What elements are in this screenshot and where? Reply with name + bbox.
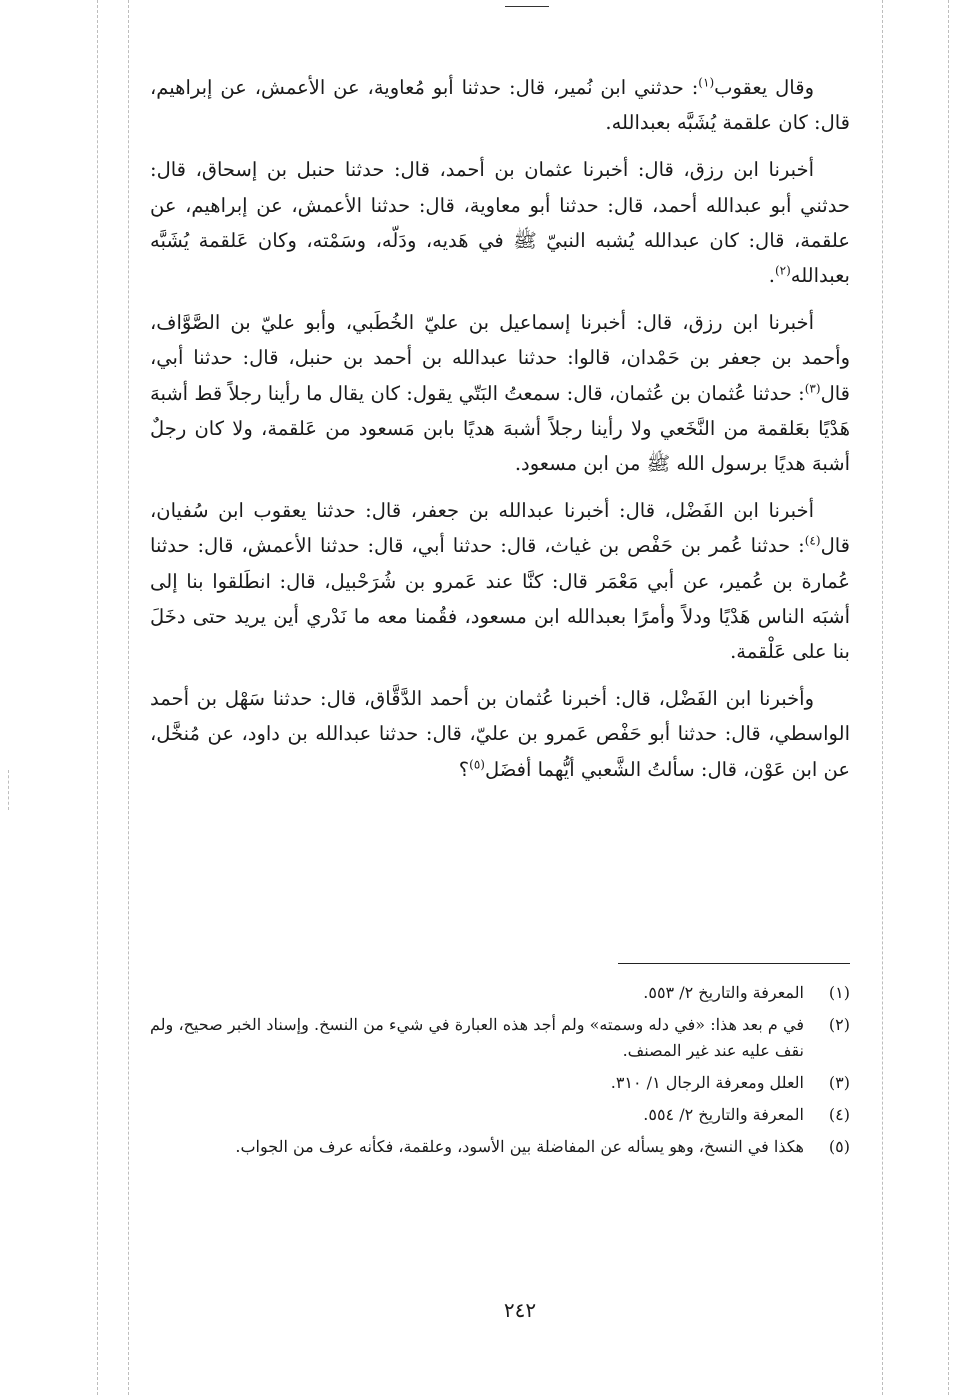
top-rule xyxy=(505,6,549,7)
main-text xyxy=(150,70,850,799)
footnote-ref: (٣) xyxy=(804,381,821,396)
footnote-number: (٥) xyxy=(828,1137,850,1156)
footnote-ref: (٤) xyxy=(804,533,821,548)
scan-guide-line xyxy=(948,0,949,1395)
footnote-number: (٤) xyxy=(828,1105,850,1124)
footnote xyxy=(150,1012,850,1064)
scan-edge-mark xyxy=(8,770,9,810)
scan-guide-line xyxy=(97,0,98,1395)
paragraph-text: وأخبرنا ابن الفَضْل، قال: أخبرنا عُثمان بن أحمد الدَّقَّاق، قال: حدثنا سَهْل بن أحمد الواسطي، قال: حدثنا أبو حَفْص عَمرو بن عليّ، قال: حدثنا عبدالله بن داود، عن مُنخَّل، عن ابن عَوْن، قال: سألتُ الشَّعبي أيُّهما أفضَل xyxy=(150,687,850,781)
footnote xyxy=(150,1070,850,1096)
paragraph xyxy=(150,70,850,140)
paragraph-text: : حدثني ابن نُمير، قال: حدثنا أبو مُعاوية، عن الأعمش، عن إبراهيم، قال: كان علقمة يُشَبَّه بعبدالله. xyxy=(150,76,850,135)
scan-guide-line xyxy=(128,0,129,1395)
paragraph-text: : حدثنا عُمر بن حَفْص بن غياث، قال: حدثنا أبي، قال: حدثنا الأعمش، قال: حدثنا عُمارة بن عُمير، عن أبي مَعْمَر قال: كنَّا عند عَمرو بن شُرَحْبيل، قال: انطَلقوا بنا إلى أشبَه الناس هَدْيًا ودلاً وأمرًا بعبدالله ابن مسعود، فقُمنا معه ما نَدْري أين يريد حتى دخَلَ بنا على عَلْقمة. xyxy=(150,534,850,664)
paragraph-text: . xyxy=(768,264,775,288)
paragraph-text: : حدثنا عُثمان بن عُثمان، قال: سمعتُ البَتّي يقول: كان يقال ما رأينا رجلاً قط أشبهَ هَدْيًا بعَلقمة من النَّخَعي ولا رأينا رجلاً أشبهَ هديًا بابن مَسعود من عَلقمة، ولا كان رجلٌ أشبهَ هديًا برسول الله ﷺ من ابن مسعود. xyxy=(150,381,850,476)
footnote-number: (١) xyxy=(828,983,850,1002)
footnote-ref: (١) xyxy=(698,75,715,90)
scan-guide-line xyxy=(882,0,883,1395)
footnote-ref: (٢) xyxy=(774,263,791,278)
footnote-separator xyxy=(618,963,850,964)
paragraph-text: أخبرنا ابن رزق، قال: أخبرنا إسماعيل بن عليّ الخُطَبي، وأبو عليّ بن الصَّوَّاف، وأحمد بن جعفر بن حَمْدان، قالوا: حدثنا عبدالله بن أحمد بن حنبل، قال: حدثنا أبي، قال xyxy=(150,311,850,405)
footnote xyxy=(150,1134,850,1160)
footnote-ref: (٥) xyxy=(469,757,485,772)
footnote-number: (٢) xyxy=(828,1015,850,1034)
footnote-text: المعرفة والتاريخ ٢/ ٥٥٤. xyxy=(643,1105,804,1124)
paragraph xyxy=(150,152,850,293)
paragraph-text: وقال يعقوب xyxy=(714,76,814,99)
paragraph xyxy=(150,305,850,481)
footnote xyxy=(150,980,850,1006)
paragraph-text: ؟ xyxy=(458,757,470,781)
footnote-text: العلل ومعرفة الرجال ١/ ٣١٠. xyxy=(610,1073,804,1092)
paragraph-text: أخبرنا ابن رزق، قال: أخبرنا عثمان بن أحمد، قال: حدثنا حنبل بن إسحاق، قال: حدثني أبو عبدالله أحمد، قال: حدثنا أبو معاوية، قال: حدثنا الأعمش، عن إبراهيم، عن علقمة، قال: كان عبدالله يُشبه النبيّ ﷺ في هَديه، ودَلّه، وسَمْته، وكان عَلقمة يُشَبَّه بعبدالله xyxy=(150,158,850,288)
footnotes xyxy=(150,980,850,1166)
footnote-number: (٣) xyxy=(828,1073,850,1092)
paragraph xyxy=(150,493,850,669)
footnote-text: المعرفة والتاريخ ٢/ ٥٥٣. xyxy=(643,983,804,1002)
paragraph xyxy=(150,681,850,787)
footnote-text: هكذا في النسخ، وهو يسأله عن المفاضلة بين الأسود، وعلقمة، فكأنه عرف من الجواب. xyxy=(235,1137,804,1156)
paragraph-text: أخبرنا ابن الفَضْل، قال: أخبرنا عبدالله بن جعفر، قال: حدثنا يعقوب ابن سُفيان، قال xyxy=(150,499,850,558)
footnote-text: في م بعد هذا: «في دله وسمته» ولم أجد هذه العبارة في شيء من النسخ. وإسناد الخبر صحيح، ولم نقف عليه عند غير المصنف. xyxy=(150,1015,804,1060)
footnote xyxy=(150,1102,850,1128)
page-number: ٢٤٢ xyxy=(503,1298,537,1322)
